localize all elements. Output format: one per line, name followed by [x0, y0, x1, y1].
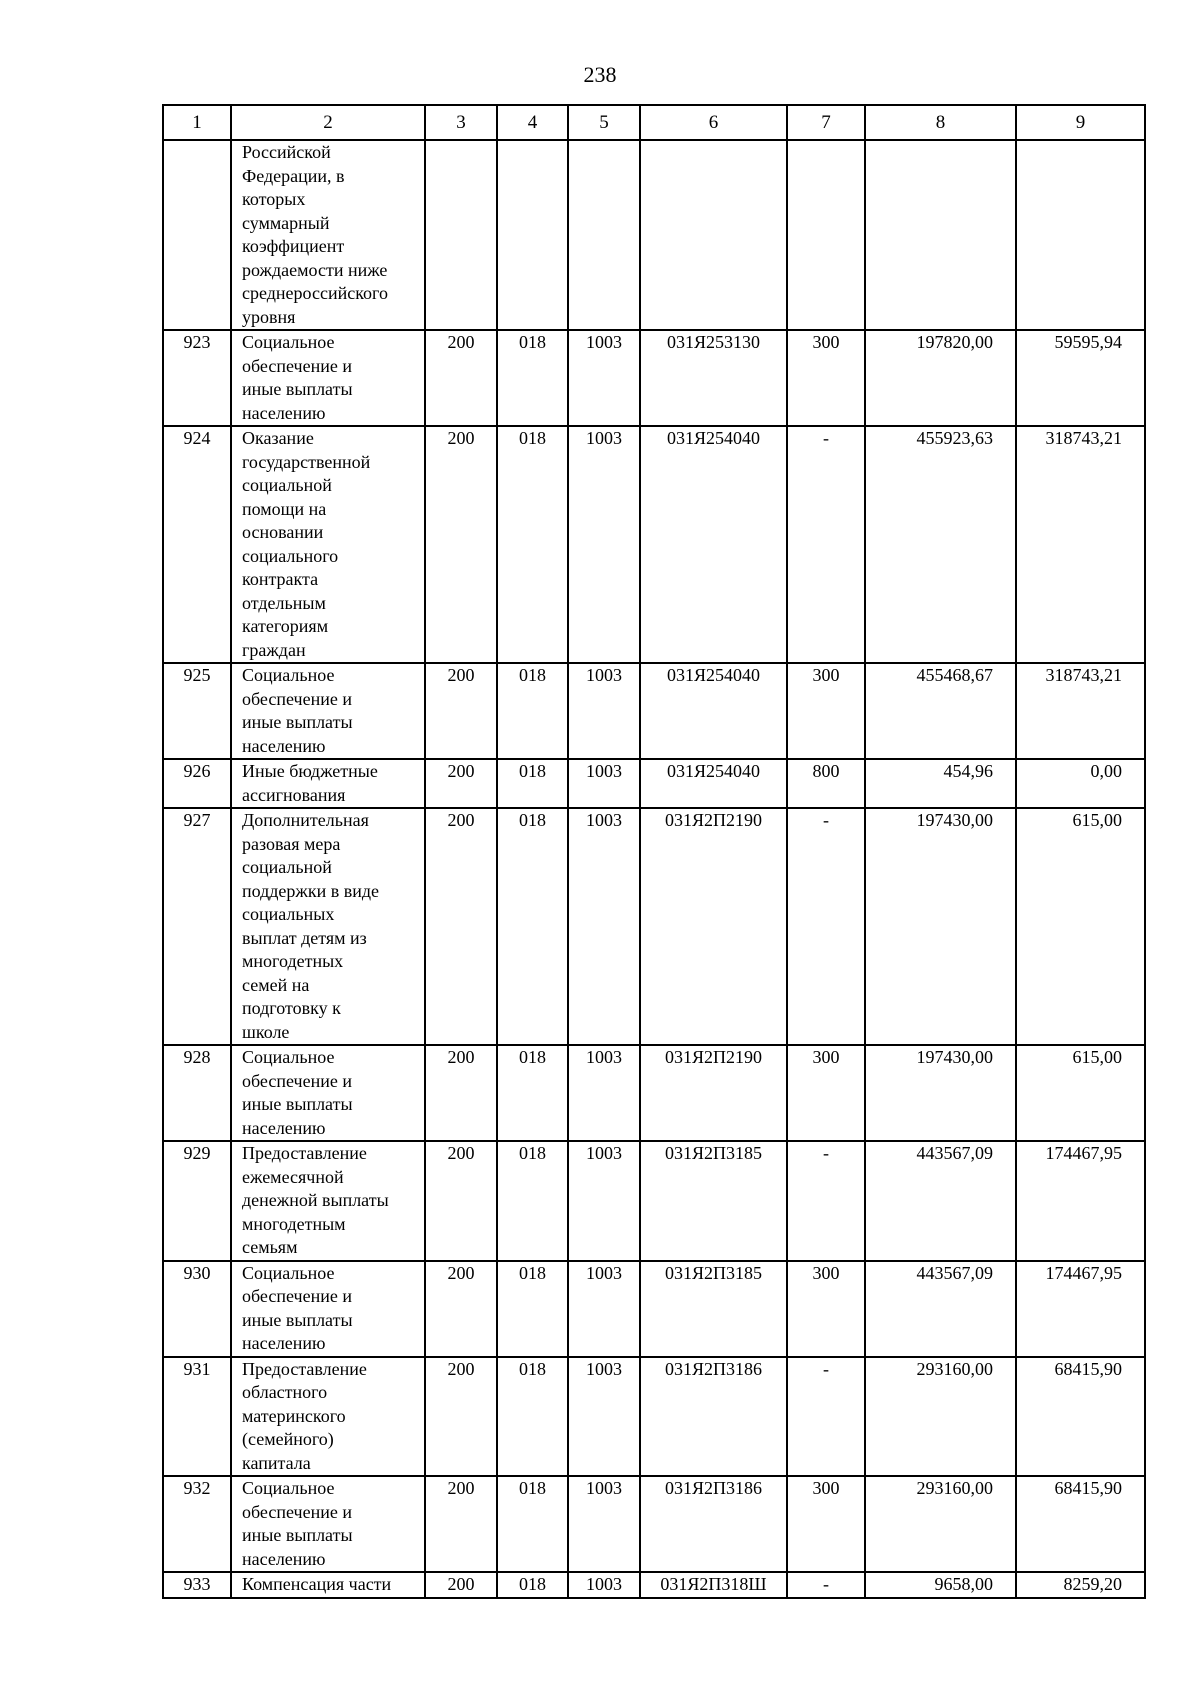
- table-cell-c4: 018: [497, 808, 568, 1045]
- table-cell-c9: 68415,90: [1016, 1357, 1145, 1477]
- table-cell-c3: 200: [425, 1045, 497, 1141]
- table-cell-c8: 293160,00: [865, 1357, 1016, 1477]
- table-cell-c9: 318743,21: [1016, 663, 1145, 759]
- table-cell-c6: 031Я2П3186: [640, 1357, 787, 1477]
- table-cell-c2: Оказание государственной социальной помощи на основании социального контракта отдельным категориям граждан: [231, 426, 425, 663]
- table-cell-c5: 1003: [568, 1357, 640, 1477]
- table-cell-c5: 1003: [568, 1141, 640, 1261]
- table-row: [163, 140, 1145, 330]
- header-col-8: 8: [865, 105, 1016, 140]
- table-row: [163, 759, 1145, 808]
- table-cell-c6: 031Я2П2190: [640, 808, 787, 1045]
- table-cell-c8: 443567,09: [865, 1261, 1016, 1357]
- table-cell-c6: 031Я253130: [640, 330, 787, 426]
- table-cell-c3: 200: [425, 759, 497, 808]
- table-cell-c7: -: [787, 426, 865, 663]
- table-cell-c5: [568, 140, 640, 330]
- header-col-3: 3: [425, 105, 497, 140]
- table-cell-c6: 031Я2П3185: [640, 1261, 787, 1357]
- table-cell-c9: 615,00: [1016, 808, 1145, 1045]
- table-cell-c7: 300: [787, 1476, 865, 1572]
- page-number: 238: [583, 62, 617, 87]
- table-cell-c8: [865, 140, 1016, 330]
- table-cell-c5: 1003: [568, 426, 640, 663]
- table-cell-c4: 018: [497, 1357, 568, 1477]
- table-cell-c8: 197430,00: [865, 1045, 1016, 1141]
- table-cell-c5: 1003: [568, 1572, 640, 1598]
- table-cell-c3: 200: [425, 426, 497, 663]
- table-cell-c6: 031Я254040: [640, 759, 787, 808]
- table-cell-c6: 031Я2П3186: [640, 1476, 787, 1572]
- table-cell-c3: 200: [425, 1261, 497, 1357]
- header-col-4: 4: [497, 105, 568, 140]
- budget-table: [162, 104, 1146, 1599]
- table-cell-c2: Социальное обеспечение и иные выплаты населению: [231, 1261, 425, 1357]
- header-col-2: 2: [231, 105, 425, 140]
- table-cell-c8: 455923,63: [865, 426, 1016, 663]
- table-cell-c9: 59595,94: [1016, 330, 1145, 426]
- table-cell-c9: 8259,20: [1016, 1572, 1145, 1598]
- table-cell-c3: 200: [425, 663, 497, 759]
- table-cell-c5: 1003: [568, 330, 640, 426]
- table-cell-c8: 197430,00: [865, 808, 1016, 1045]
- header-col-1: 1: [163, 105, 231, 140]
- table-cell-c4: [497, 140, 568, 330]
- table-row: [163, 808, 1145, 1045]
- table-cell-c8: 197820,00: [865, 330, 1016, 426]
- table-cell-c3: 200: [425, 1141, 497, 1261]
- table-cell-c8: 454,96: [865, 759, 1016, 808]
- table-cell-c5: 1003: [568, 759, 640, 808]
- table-cell-c3: 200: [425, 330, 497, 426]
- table-row: [163, 426, 1145, 663]
- table-cell-c6: [640, 140, 787, 330]
- table-cell-c2: Компенсация части: [231, 1572, 425, 1598]
- table-row: [163, 1045, 1145, 1141]
- table-cell-c9: 68415,90: [1016, 1476, 1145, 1572]
- table-cell-c4: 018: [497, 1261, 568, 1357]
- header-col-9: 9: [1016, 105, 1145, 140]
- table-cell-c2: Социальное обеспечение и иные выплаты населению: [231, 663, 425, 759]
- table-cell-c4: 018: [497, 330, 568, 426]
- table-cell-c7: -: [787, 1357, 865, 1477]
- table-cell-c2: Предоставление областного материнского (семейного) капитала: [231, 1357, 425, 1477]
- table-cell-c7: 800: [787, 759, 865, 808]
- table-cell-c1: 928: [163, 1045, 231, 1141]
- table-cell-c5: 1003: [568, 808, 640, 1045]
- table-cell-c7: -: [787, 808, 865, 1045]
- table-cell-c4: 018: [497, 1572, 568, 1598]
- table-cell-c2: Социальное обеспечение и иные выплаты населению: [231, 330, 425, 426]
- table-cell-c9: 174467,95: [1016, 1261, 1145, 1357]
- table-cell-c7: 300: [787, 330, 865, 426]
- table-cell-c9: 0,00: [1016, 759, 1145, 808]
- header-row: [163, 105, 1145, 140]
- table-cell-c2: Социальное обеспечение и иные выплаты населению: [231, 1045, 425, 1141]
- table-cell-c1: 933: [163, 1572, 231, 1598]
- table-cell-c5: 1003: [568, 1476, 640, 1572]
- table-cell-c4: 018: [497, 1476, 568, 1572]
- table-cell-c1: 930: [163, 1261, 231, 1357]
- table-cell-c8: 293160,00: [865, 1476, 1016, 1572]
- table-cell-c3: 200: [425, 808, 497, 1045]
- table-cell-c4: 018: [497, 426, 568, 663]
- table-cell-c1: 924: [163, 426, 231, 663]
- table-cell-c4: 018: [497, 663, 568, 759]
- table-cell-c3: 200: [425, 1476, 497, 1572]
- table-cell-c1: 923: [163, 330, 231, 426]
- table-cell-c4: 018: [497, 759, 568, 808]
- table-row: [163, 663, 1145, 759]
- table-row: [163, 1357, 1145, 1477]
- table-row: [163, 1141, 1145, 1261]
- table-cell-c9: 615,00: [1016, 1045, 1145, 1141]
- table-cell-c5: 1003: [568, 663, 640, 759]
- table-cell-c6: 031Я254040: [640, 426, 787, 663]
- table-cell-c6: 031Я254040: [640, 663, 787, 759]
- table-cell-c7: 300: [787, 1261, 865, 1357]
- table-cell-c1: 931: [163, 1357, 231, 1477]
- table-cell-c4: 018: [497, 1141, 568, 1261]
- table-cell-c8: 9658,00: [865, 1572, 1016, 1598]
- table-cell-c3: [425, 140, 497, 330]
- table-cell-c4: 018: [497, 1045, 568, 1141]
- table-cell-c1: 932: [163, 1476, 231, 1572]
- table-cell-c2: Социальное обеспечение и иные выплаты населению: [231, 1476, 425, 1572]
- table-cell-c1: 925: [163, 663, 231, 759]
- table-cell-c5: 1003: [568, 1261, 640, 1357]
- table-cell-c2: Дополнительная разовая мера социальной поддержки в виде социальных выплат детям из многодетных семей на подготовку к школе: [231, 808, 425, 1045]
- header-col-7: 7: [787, 105, 865, 140]
- table-row: [163, 1572, 1145, 1598]
- table-cell-c7: 300: [787, 1045, 865, 1141]
- table-cell-c9: 318743,21: [1016, 426, 1145, 663]
- table-cell-c7: -: [787, 1141, 865, 1261]
- table-cell-c3: 200: [425, 1357, 497, 1477]
- table-row: [163, 1476, 1145, 1572]
- table-cell-c7: 300: [787, 663, 865, 759]
- table-cell-c6: 031Я2П3185: [640, 1141, 787, 1261]
- header-col-6: 6: [640, 105, 787, 140]
- table-cell-c9: 174467,95: [1016, 1141, 1145, 1261]
- table-cell-c5: 1003: [568, 1045, 640, 1141]
- table-cell-c2: Российской Федерации, в которых суммарный коэффициент рождаемости ниже среднероссийского уровня: [231, 140, 425, 330]
- table-cell-c6: 031Я2П2190: [640, 1045, 787, 1141]
- header-col-5: 5: [568, 105, 640, 140]
- table-cell-c1: 927: [163, 808, 231, 1045]
- table-cell-c2: Предоставление ежемесячной денежной выплаты многодетным семьям: [231, 1141, 425, 1261]
- table-cell-c9: [1016, 140, 1145, 330]
- table-body: [163, 140, 1145, 1598]
- table-cell-c6: 031Я2П318Ш: [640, 1572, 787, 1598]
- table-row: [163, 330, 1145, 426]
- table-cell-c8: 443567,09: [865, 1141, 1016, 1261]
- table-cell-c7: -: [787, 1572, 865, 1598]
- table-cell-c7: [787, 140, 865, 330]
- table-cell-c1: [163, 140, 231, 330]
- table-cell-c1: 929: [163, 1141, 231, 1261]
- table-row: [163, 1261, 1145, 1357]
- table-cell-c8: 455468,67: [865, 663, 1016, 759]
- table-cell-c2: Иные бюджетные ассигнования: [231, 759, 425, 808]
- table-cell-c1: 926: [163, 759, 231, 808]
- table-cell-c3: 200: [425, 1572, 497, 1598]
